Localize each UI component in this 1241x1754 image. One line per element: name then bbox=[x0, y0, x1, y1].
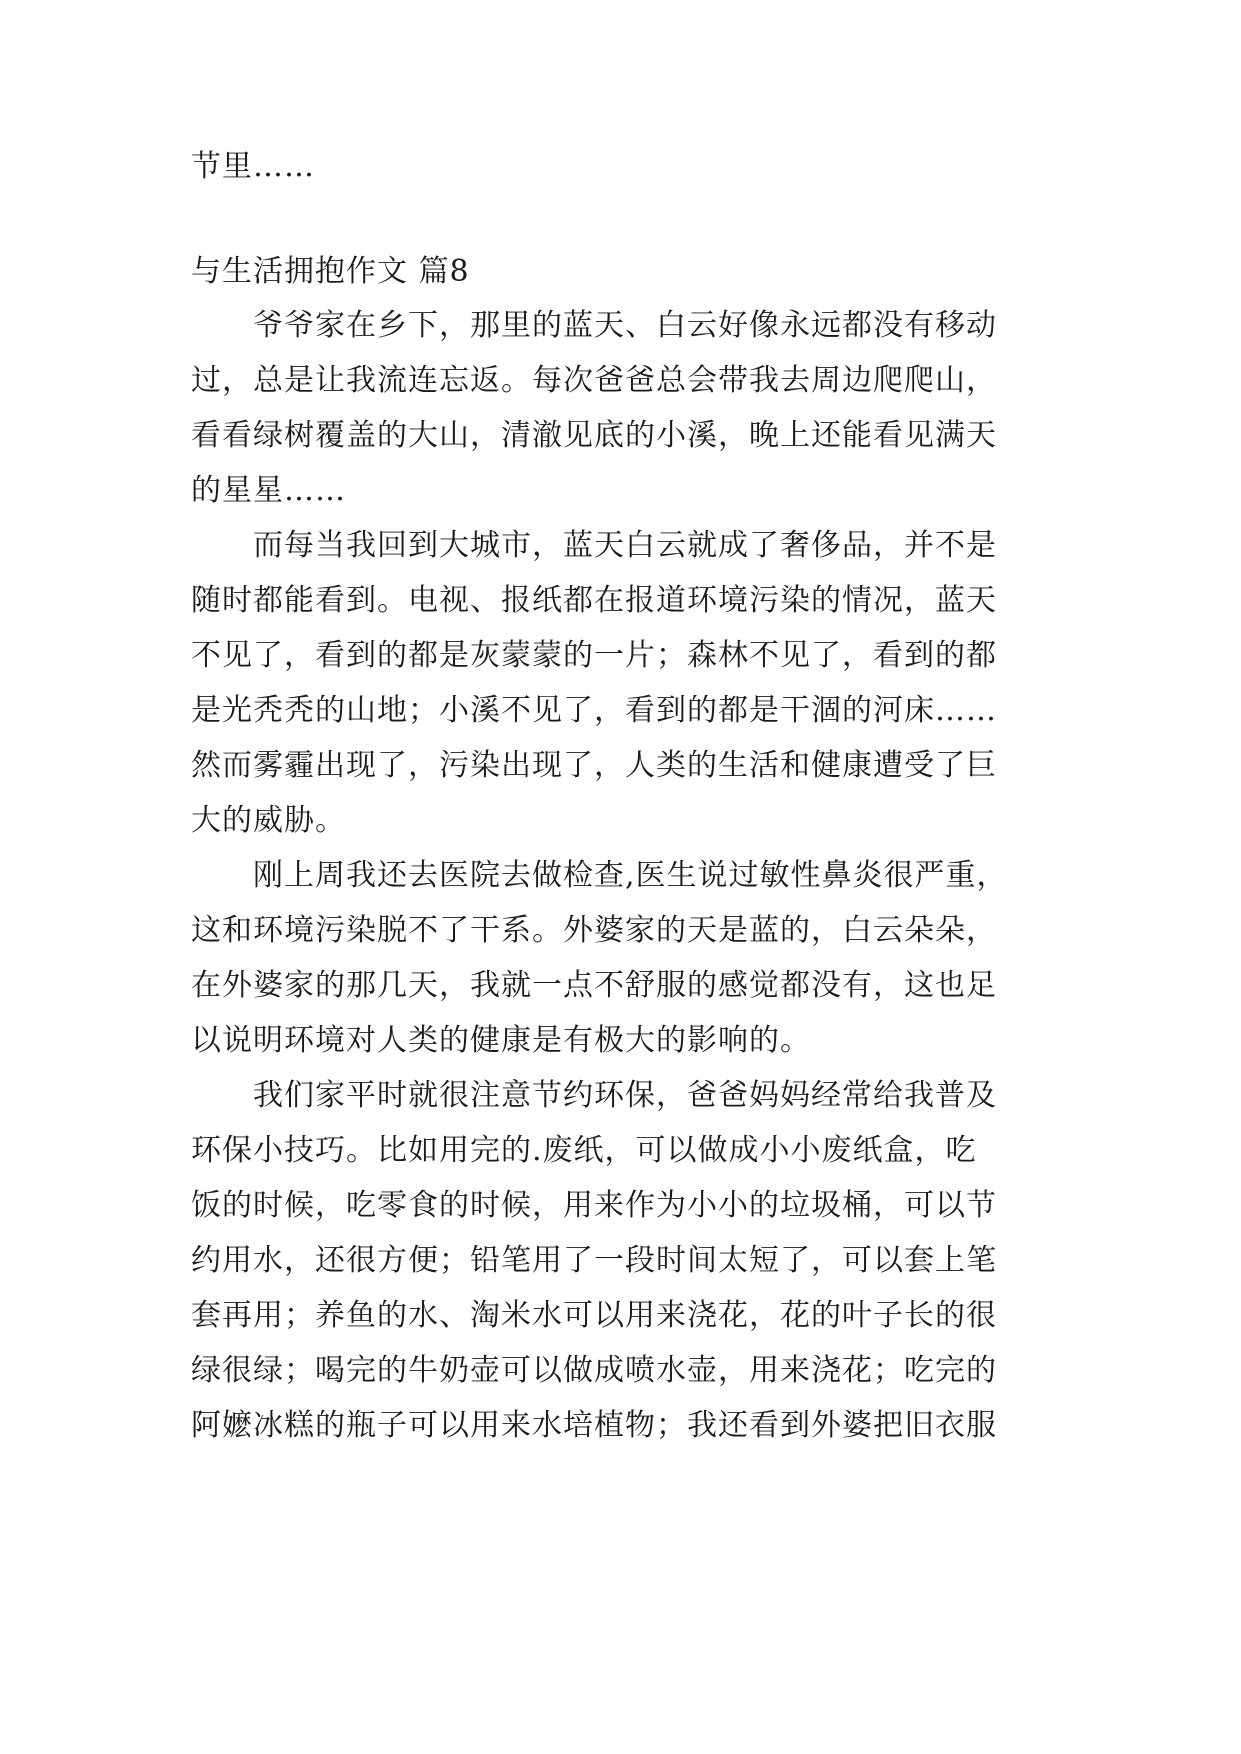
paragraph-2-line-4: 是光秃秃的山地；小溪不见了，看到的都是干涸的河床…… bbox=[191, 693, 997, 728]
paragraph-2-line-3: 不见了，看到的都是灰蒙蒙的一片；森林不见了，看到的都 bbox=[191, 638, 997, 673]
paragraph-2-line-5: 然而雾霾出现了，污染出现了，人类的生活和健康遭受了巨 bbox=[191, 748, 997, 783]
paragraph-3-line-3: 在外婆家的那几天，我就一点不舒服的感觉都没有，这也足 bbox=[191, 968, 997, 1003]
paragraph-4-line-3: 饭的时候，吃零食的时候，用来作为小小的垃圾桶，可以节 bbox=[191, 1188, 997, 1223]
paragraph-1-line-1: 爷爷家在乡下，那里的蓝天、白云好像永远都没有移动 bbox=[253, 308, 997, 343]
paragraph-4-line-6: 绿很绿；喝完的牛奶壶可以做成喷水壶，用来浇花；吃完的 bbox=[191, 1353, 997, 1388]
paragraph-1-line-3: 看看绿树覆盖的大山，清澈见底的小溪，晚上还能看见满天 bbox=[191, 418, 997, 453]
paragraph-1-line-2: 过，总是让我流连忘返。每次爸爸总会带我去周边爬爬山， bbox=[191, 363, 997, 398]
paragraph-4-line-7: 阿嬷冰糕的瓶子可以用来水培植物；我还看到外婆把旧衣服 bbox=[191, 1408, 997, 1443]
paragraph-2-line-6: 大的威胁。 bbox=[191, 803, 346, 838]
section-heading: 与生活拥抱作文 篇8 bbox=[191, 254, 470, 289]
paragraph-3-line-4: 以说明环境对人类的健康是有极大的影响的。 bbox=[191, 1023, 811, 1058]
paragraph-2-line-1: 而每当我回到大城市，蓝天白云就成了奢侈品，并不是 bbox=[253, 528, 997, 563]
continuation-text: 节里…… bbox=[191, 149, 315, 184]
paragraph-3-line-1: 刚上周我还去医院去做检查,医生说过敏性鼻炎很严重， bbox=[253, 858, 1008, 893]
paragraph-1-line-4: 的星星…… bbox=[191, 473, 346, 508]
paragraph-4-line-2: 环保小技巧。比如用完的.废纸，可以做成小小废纸盒，吃 bbox=[191, 1133, 977, 1168]
paragraph-3-line-2: 这和环境污染脱不了干系。外婆家的天是蓝的，白云朵朵， bbox=[191, 913, 997, 948]
paragraph-2-line-2: 随时都能看到。电视、报纸都在报道环境污染的情况，蓝天 bbox=[191, 583, 997, 618]
paragraph-4-line-1: 我们家平时就很注意节约环保，爸爸妈妈经常给我普及 bbox=[253, 1078, 997, 1113]
paragraph-4-line-5: 套再用；养鱼的水、淘米水可以用来浇花，花的叶子长的很 bbox=[191, 1298, 997, 1333]
paragraph-4-line-4: 约用水，还很方便；铅笔用了一段时间太短了，可以套上笔 bbox=[191, 1243, 997, 1278]
